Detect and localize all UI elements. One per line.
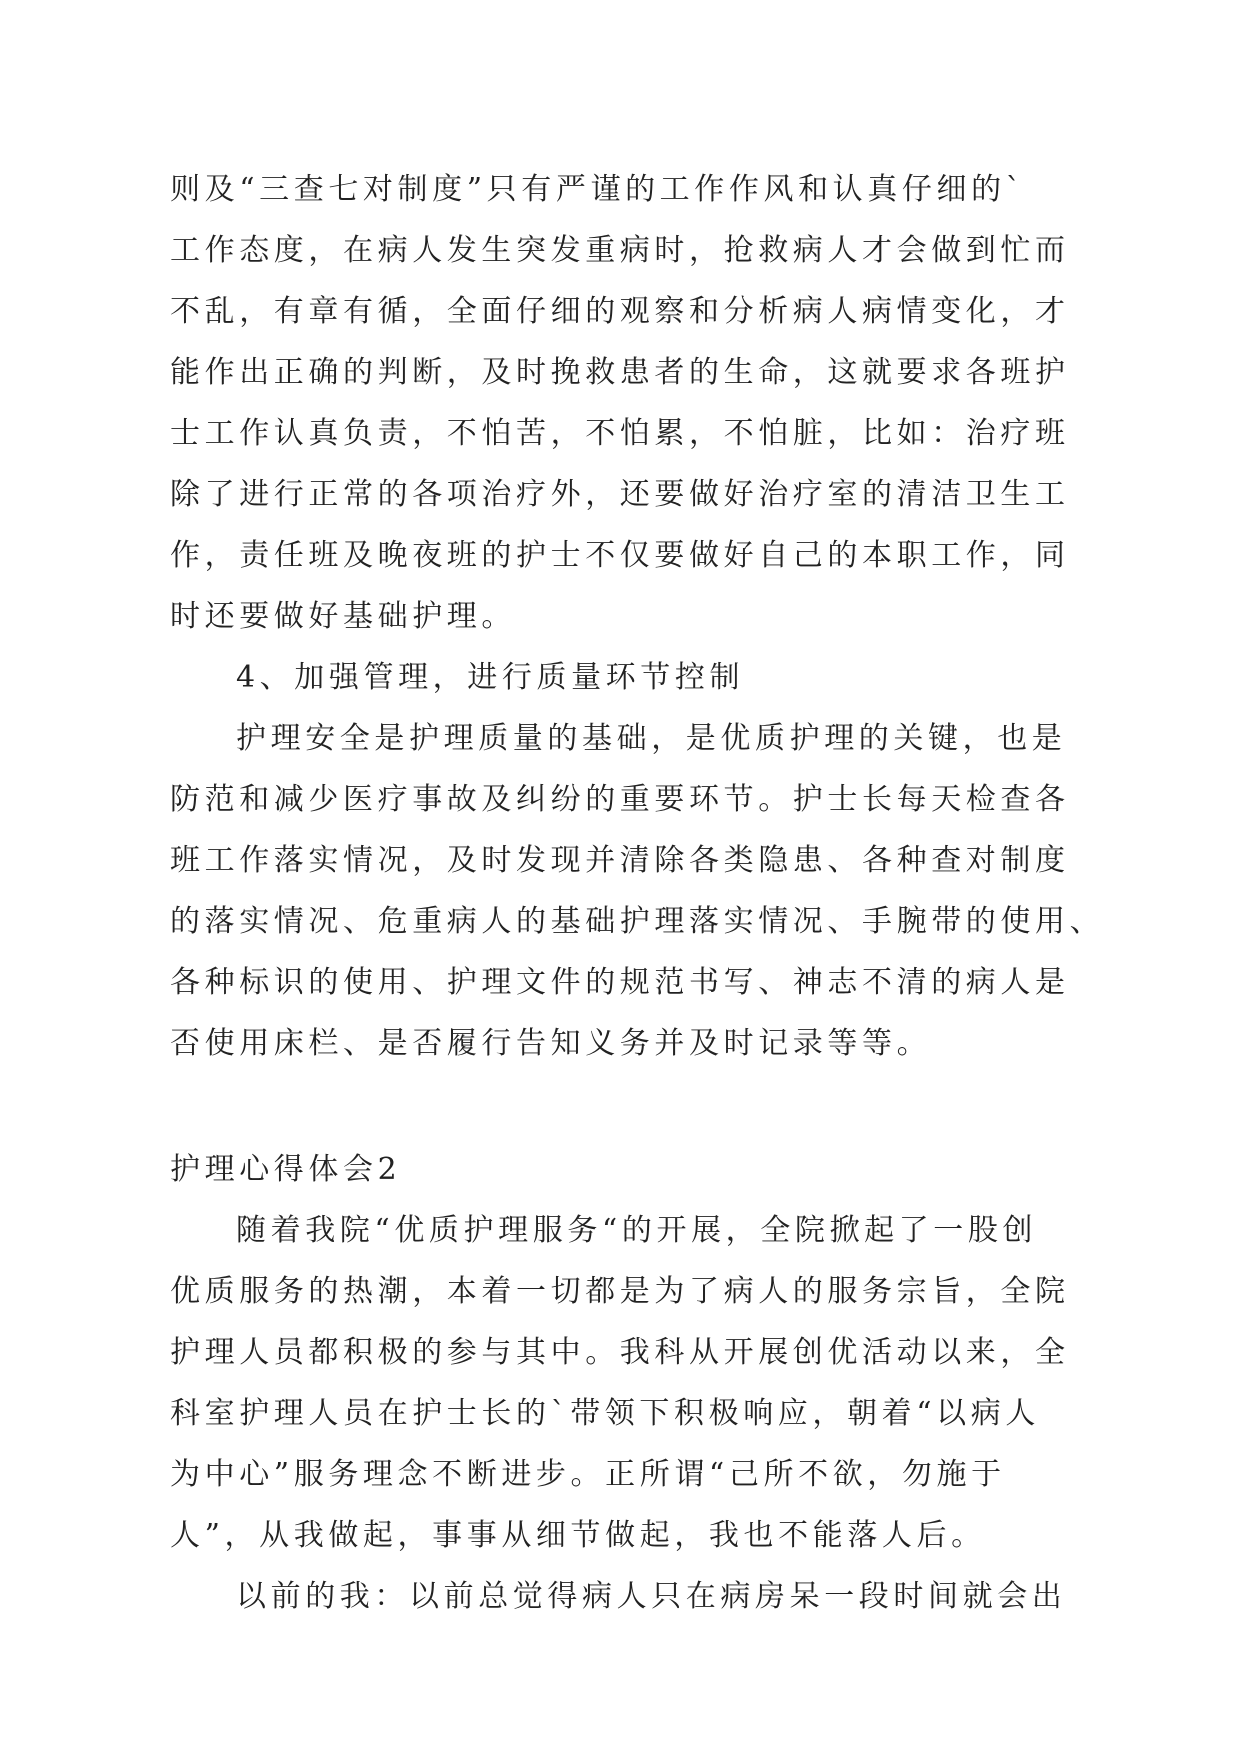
paragraph-1-line: 作，责任班及晚夜班的护士不仅要做好自己的本职工作，同 xyxy=(170,538,1070,573)
paragraph-3-line: 优质服务的热潮，本着一切都是为了病人的服务宗旨，全院 xyxy=(170,1274,1070,1309)
paragraph-1-line: 除了进行正常的各项治疗外，还要做好治疗室的清洁卫生工 xyxy=(170,477,1070,512)
paragraph-3-line: 人”，从我做起，事事从细节做起，我也不能落人后。 xyxy=(170,1518,986,1553)
paragraph-1-line: 能作出正确的判断，及时挽救患者的生命，这就要求各班护 xyxy=(170,355,1070,390)
paragraph-3-line: 随着我院“优质护理服务“的开展，全院掀起了一股创 xyxy=(236,1213,1038,1248)
paragraph-3-line: 护理人员都积极的参与其中。我科从开展创优活动以来，全 xyxy=(170,1335,1070,1370)
paragraph-2-line: 否使用床栏、是否履行告知义务并及时记录等等。 xyxy=(170,1026,932,1061)
paragraph-1-line: 时还要做好基础护理。 xyxy=(170,599,516,634)
paragraph-2-line: 班工作落实情况，及时发现并清除各类隐患、各种查对制度 xyxy=(170,843,1070,878)
paragraph-4-line: 以前的我：以前总觉得病人只在病房呆一段时间就会出 xyxy=(236,1579,1067,1614)
paragraph-2-line: 护理安全是护理质量的基础，是优质护理的关键，也是 xyxy=(236,721,1067,756)
paragraph-1-line: 士工作认真负责，不怕苦，不怕累，不怕脏，比如：治疗班 xyxy=(170,416,1070,451)
section-heading: 4、加强管理，进行质量环节控制 xyxy=(236,660,745,695)
paragraph-2-line: 各种标识的使用、护理文件的规范书写、神志不清的病人是 xyxy=(170,965,1070,1000)
paragraph-1-line: 不乱，有章有循，全面仔细的观察和分析病人病情变化，才 xyxy=(170,294,1070,329)
article-title: 护理心得体会2 xyxy=(170,1152,402,1187)
paragraph-2-line: 防范和减少医疗事故及纠纷的重要环节。护士长每天检查各 xyxy=(170,782,1070,817)
paragraph-2-line: 的落实情况、危重病人的基础护理落实情况、手腕带的使用、 xyxy=(170,904,1105,939)
paragraph-3-line: 为中心”服务理念不断进步。正所谓“己所不欲，勿施于 xyxy=(170,1457,1006,1492)
paragraph-1-line: 工作态度，在病人发生突发重病时，抢救病人才会做到忙而 xyxy=(170,233,1070,268)
paragraph-3-line: 科室护理人员在护士长的`带领下积极响应，朝着“以病人 xyxy=(170,1396,1040,1431)
paragraph-1-line: 则及“三查七对制度”只有严谨的工作作风和认真仔细的` xyxy=(170,172,1026,207)
